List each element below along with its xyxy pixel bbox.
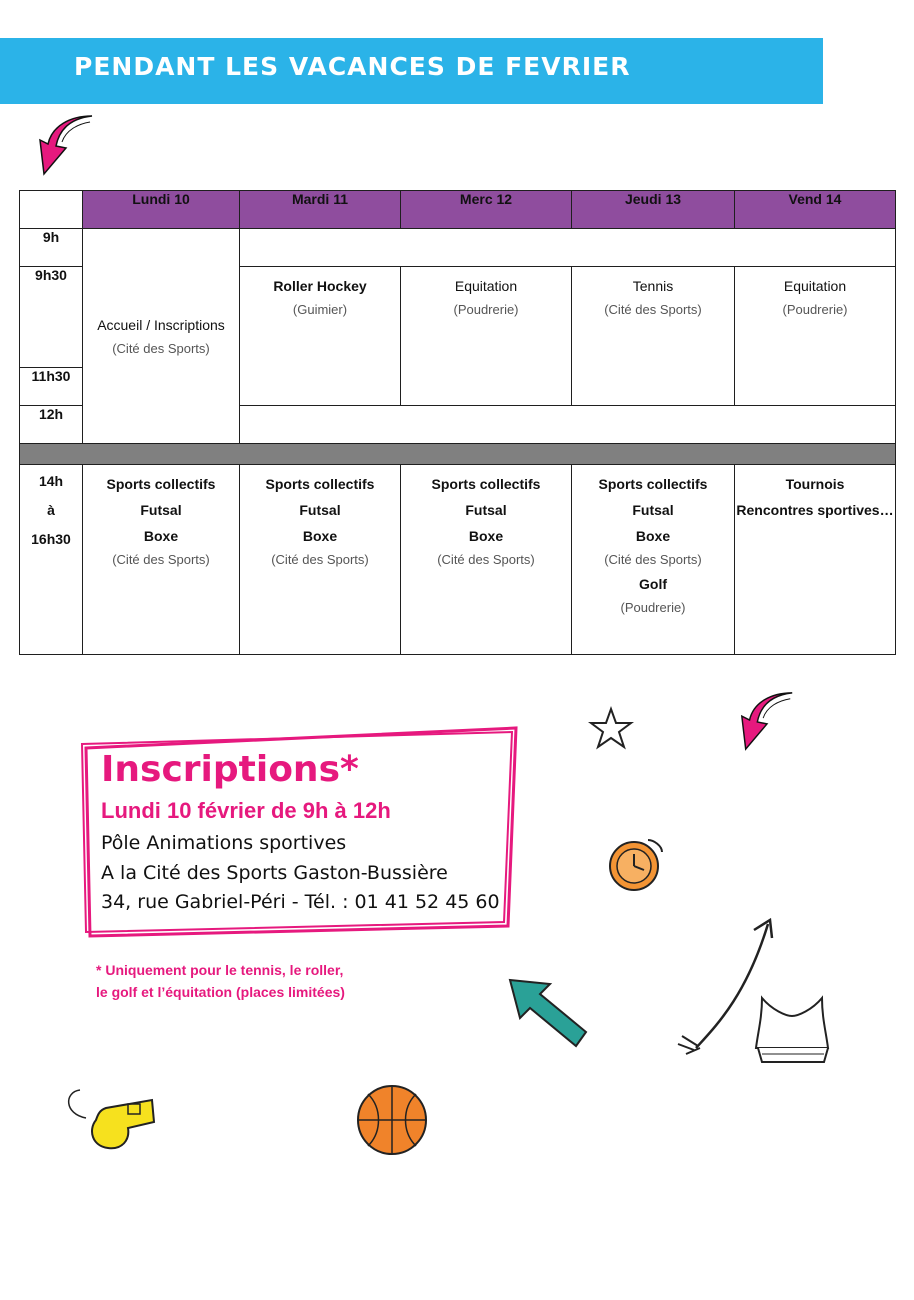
star-icon [588,706,634,750]
inscriptions-address: 34, rue Gabriel-Péri - Tél. : 01 41 52 45 60 [101,891,500,913]
friday-morning-cell [735,267,896,406]
pink-arrow-icon [34,112,98,178]
wednesday-morning-cell [401,267,572,406]
day-header: Jeudi 13 [572,191,735,229]
activity-place: (Cité des Sports) [604,552,702,567]
activity-title: Tournois [785,476,845,492]
lunch-separator [20,444,896,465]
activity-title: Equitation [454,278,518,294]
time-cell: 11h30 [20,368,83,406]
time-cell: 9h30 [20,267,83,368]
activity-line: Rencontres sportives… [736,502,894,518]
activity-place: (Guimier) [292,302,348,317]
activity-title: Accueil / Inscriptions [97,317,225,333]
inscriptions-date: Lundi 10 février de 9h à 12h [101,798,391,823]
corner-cell [20,191,83,229]
basketball-icon [352,1080,434,1160]
wednesday-afternoon-cell [401,465,572,655]
day-header: Lundi 10 [83,191,240,229]
inscriptions-venue: A la Cité des Sports Gaston-Bussière [101,862,448,884]
activity-title: Equitation [783,278,847,294]
thursday-morning-cell [572,267,735,406]
pink-arrow-icon [736,688,798,754]
sports-bra-icon [748,988,836,1070]
inscriptions-organizer: Pôle Animations sportives [101,832,347,854]
time-end: 16h30 [31,531,71,547]
tuesday-afternoon-cell [240,465,401,655]
activity-title: Roller Hockey [273,278,367,294]
activity-place: (Poudrerie) [782,302,848,317]
activity-title: Sports collectifs [265,476,375,492]
activity-line: Boxe [302,528,338,544]
alarm-clock-icon [604,834,668,894]
activity-place: (Cité des Sports) [604,302,702,317]
activity-place: (Cité des Sports) [112,552,210,567]
footnote-line-2: le golf et l’équitation (places limitées) [96,984,345,1000]
activity-line: Futsal [299,502,341,518]
whistle-icon [58,1080,166,1154]
time-start: 14h [38,473,64,489]
activity-line: Boxe [143,528,179,544]
activity-line: Boxe [468,528,504,544]
day-header: Vend 14 [735,191,896,229]
activity-place: (Cité des Sports) [437,552,535,567]
activity-title: Sports collectifs [106,476,216,492]
day-header: Merc 12 [401,191,572,229]
activity-place: (Cité des Sports) [271,552,369,567]
teal-arrow-icon [504,974,592,1052]
monday-morning-cell [83,229,240,444]
footnote-line-1: * Uniquement pour le tennis, le roller, [96,962,344,978]
time-cell: 12h [20,406,83,444]
schedule-table [19,190,896,655]
activity-line: Golf [639,576,667,592]
tuesday-morning-cell [240,267,401,406]
afternoon-time-cell [20,465,83,655]
empty-slot [240,406,896,444]
activity-place: (Poudrerie) [453,302,519,317]
day-header: Mardi 11 [240,191,401,229]
activity-title: Tennis [632,278,674,294]
empty-slot [240,229,896,267]
activity-line: Futsal [465,502,507,518]
activity-title: Sports collectifs [431,476,541,492]
activity-line: Boxe [635,528,671,544]
activity-place: (Cité des Sports) [112,341,210,356]
page-title: PENDANT LES VACANCES DE FEVRIER [74,52,631,81]
time-cell: 9h [20,229,83,267]
activity-title: Sports collectifs [598,476,708,492]
activity-line: Futsal [632,502,674,518]
thursday-afternoon-cell [572,465,735,655]
inscriptions-title: Inscriptions* [101,749,359,790]
monday-afternoon-cell [83,465,240,655]
activity-place: (Poudrerie) [620,600,686,615]
friday-afternoon-cell [735,465,896,655]
time-to: à [47,502,55,518]
activity-line: Futsal [140,502,182,518]
